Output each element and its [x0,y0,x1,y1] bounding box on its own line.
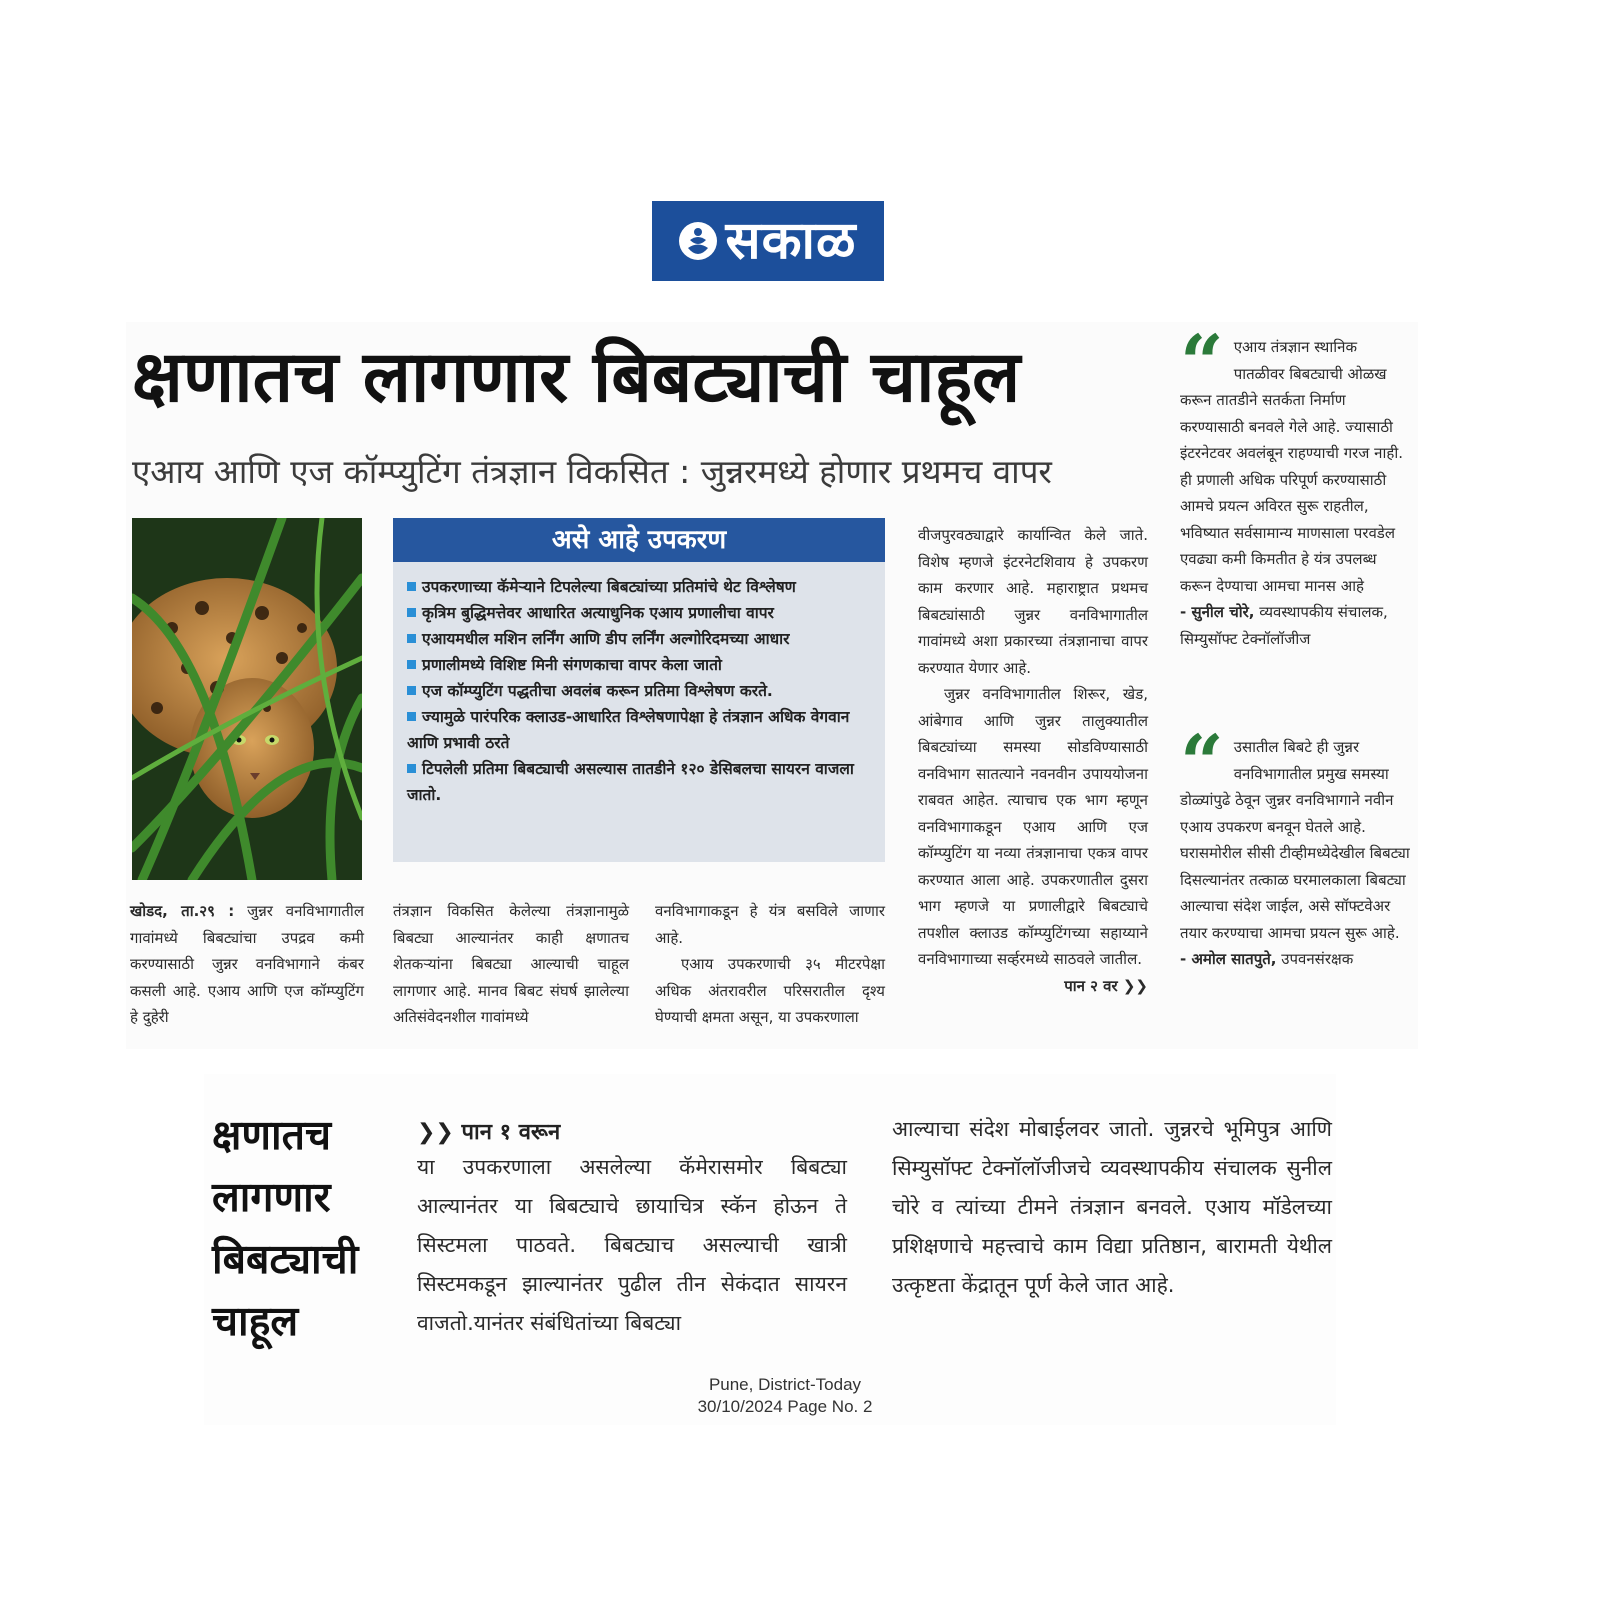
quote-box: “ उसातील बिबटे ही जुन्नर वनविभागातील प्रमुख समस्या डोळ्यांपुढे ठेवून जुन्नर वनविभागाने नवीन एआय उपकरण बनवून घेतले आहे. घरासमोरील सीसी टीव्हीमध्येदेखील बिबट्या दिसल्यानंतर तत्काळ घरमालकाला बिबट्या आल्याचा संदेश जाईल, असे सॉफ्टवेअर तयार करण्याचा आमचा प्रयत्न सुरू आहे. - अमोल सातपुते, उपवनसंरक्षक [1180,718,1410,968]
quote-role: उपवनसंरक्षक [1281,950,1354,968]
info-item: कृत्रिम बुद्धिमत्तेवर आधारित अत्याधुनिक एआय प्रणालीचा वापर [407,600,871,626]
continued-on-page-link[interactable]: पान २ वर ❯❯ [1064,976,1148,995]
quote-icon: “ [1180,318,1224,407]
quote-box: “ एआय तंत्रज्ञान स्थानिक पातळीवर बिबट्याची ओळख करून तातडीने सतर्कता निर्माण करण्यासाठी बनवले गेले आहे. ज्यासाठी इंटरनेटवर अवलंबून राहण्याची गरज नाही. ही प्रणाली अधिक परिपूर्ण करण्यासाठी आमचे प्रयत्न अविरत सुरू राहतील, भविष्यात सर्वसामान्य माणसाला परवडेल एवढ्या कमी किमतीत हे यंत्र उपलब्ध करून देण्याचा आमचा मानस आहे - सुनील चोरे, व्यवस्थापकीय संचालक, सिम्युसॉफ्ट टेक्नॉलॉजीज [1180,318,1403,648]
info-item: प्रणालीमध्ये विशिष्ट मिनी संगणकाचा वापर केला जातो [407,652,871,678]
square-bullet-icon [407,660,416,669]
article-column-3: वनविभागाकडून हे यंत्र बसविले जाणार आहे. एआय उपकरणाची ३५ मीटरपेक्षा अधिक अंतरावरील परिसरातील दृश्य घेण्याची क्षमता असून, या उपकरणाला [655,902,885,1026]
leopard-photo [132,518,362,880]
article-column-2: तंत्रज्ञान विकसित केलेल्या तंत्रज्ञानामुळे बिबट्या आल्यानंतर काही क्षणातच शेतकऱ्यांना बिबट्या आल्याची चाहूल लागणार आहे. मानव बिबट संघर्ष झालेल्या अतिसंवेदनशील गावांमध्ये [393,902,629,1026]
square-bullet-icon [407,712,416,721]
square-bullet-icon [407,634,416,643]
article-column-4: वीजपुरवठ्याद्वारे कार्यान्वित केले जाते. विशेष म्हणजे इंटरनेटशिवाय हे उपकरण काम करणार आहे. महाराष्ट्रात प्रथमच बिबट्यांसाठी जुन्नर वनविभागातील गावांमध्ये अशा प्रकारच्या तंत्रज्ञानाचा वापर करण्यात येणार आहे. जुन्नर वनविभागातील शिरूर, खेड, आंबेगाव आणि जुन्नर तालुक्यातील बिबट्यांच्या समस्या सोडविण्यासाठी वनविभाग सातत्याने नवनवीन उपाययोजना राबवत आहेत. त्याचाच एक भाग म्हणून वनविभागाकडून एआय आणि एज कॉम्प्युटिंग या नव्या तंत्रज्ञानाचा एकत्र वापर करण्यात आला आहे. उपकरणातील दुसरा भाग म्हणजे या प्रणालीद्वारे बिबट्याचे तपशील क्लाउड कॉम्प्युटिंगच्या सहाय्याने वनविभागाच्या सर्व्हरमध्ये साठवले जातील. पान २ वर ❯❯ [918,522,1148,999]
info-box-title: असे आहे उपकरण [393,518,885,562]
continuation-headline: क्षणातच लागणार बिबट्याची चाहूल [212,1111,359,1345]
quote-author: - अमोल सातपुते, [1180,950,1277,968]
quote-role: व्यवस्थापकीय संचालक, सिम्युसॉफ्ट टेक्नॉलॉजीज [1180,603,1388,648]
continued-from-page-label: ❯❯ पान १ वरून [417,1120,561,1145]
info-item: एज कॉम्प्युटिंग पद्धतीचा अवलंब करून प्रतिमा विश्लेषण करते. [407,678,871,704]
dateline: खोडद, ता.२९ : [130,902,235,920]
square-bullet-icon [407,686,416,695]
quote-icon: “ [1180,718,1224,807]
source-footer [620,1374,950,1418]
masthead-name: सकाळ [725,211,857,271]
info-item: टिपलेली प्रतिमा बिबट्याची असल्यास तातडीने १२० डेसिबलचा सायरन वाजला जातो. [407,760,854,804]
continuation-column-1: या उपकरणाला असलेल्या कॅमेरासमोर बिबट्या आल्यानंतर या बिबट्याचे छायाचित्र स्कॅन होऊन ते सिस्टमला पाठवते. बिबट्याच असल्याची खात्री सिस्टमकडून झाल्यानंतर पुढील तीन सेकंदात सायरन वाजतो.यानंतर संबंधितांच्या बिबट्या [417,1155,847,1335]
article-column-1: खोडद, ता.२९ : जुन्नर वनविभागातील गावांमध्ये बिबट्यांचा उपद्रव कमी करण्यासाठी जुन्नर वनविभागाने कंबर कसली आहे. एआय आणि एज कॉम्प्युटिंग हे दुहेरी [130,902,364,1026]
article-headline: क्षणातच लागणार बिबट्याची चाहूल [132,335,1021,418]
square-bullet-icon [407,582,416,591]
article-subheadline: एआय आणि एज कॉम्प्युटिंग तंत्रज्ञान विकसित : जुन्नरमध्ये होणार प्रथमच वापर [132,452,1052,491]
source-date-page: 30/10/2024 Page No. 2 [697,1397,873,1416]
info-list [393,562,885,808]
masthead-emblem-icon [679,222,717,260]
info-item: एआयमधील मशिन लर्निंग आणि डीप लर्निंग अल्गोरिदमच्या आधार [407,626,871,652]
masthead-logo [652,201,884,281]
info-item: उपकरणाच्या कॅमेऱ्याने टिपलेल्या बिबट्यांच्या प्रतिमांचे थेट विश्लेषण [407,574,871,600]
source-publication: Pune, District-Today [708,1375,862,1394]
info-box [393,518,885,862]
square-bullet-icon [407,608,416,617]
continuation-column-2: आल्याचा संदेश मोबाईलवर जातो. जुन्नरचे भूमिपुत्र आणि सिम्युसॉफ्ट टेक्नॉलॉजीजचे व्यवस्थापकीय संचालक सुनील चोरे व त्यांच्या टीमने तंत्रज्ञान बनवले. एआय मॉडेलच्या प्रशिक्षणाचे महत्त्वाचे काम विद्या प्रतिष्ठान, बारामती येथील उत्कृष्टता केंद्रातून पूर्ण केले जात आहे. [892,1117,1332,1297]
quote-author: - सुनील चोरे, [1180,603,1255,621]
info-item: ज्यामुळे पारंपरिक क्लाउड-आधारित विश्लेषणापेक्षा हे तंत्रज्ञान अधिक वेगवान आणि प्रभावी ठरते [407,708,850,752]
square-bullet-icon [407,764,416,773]
